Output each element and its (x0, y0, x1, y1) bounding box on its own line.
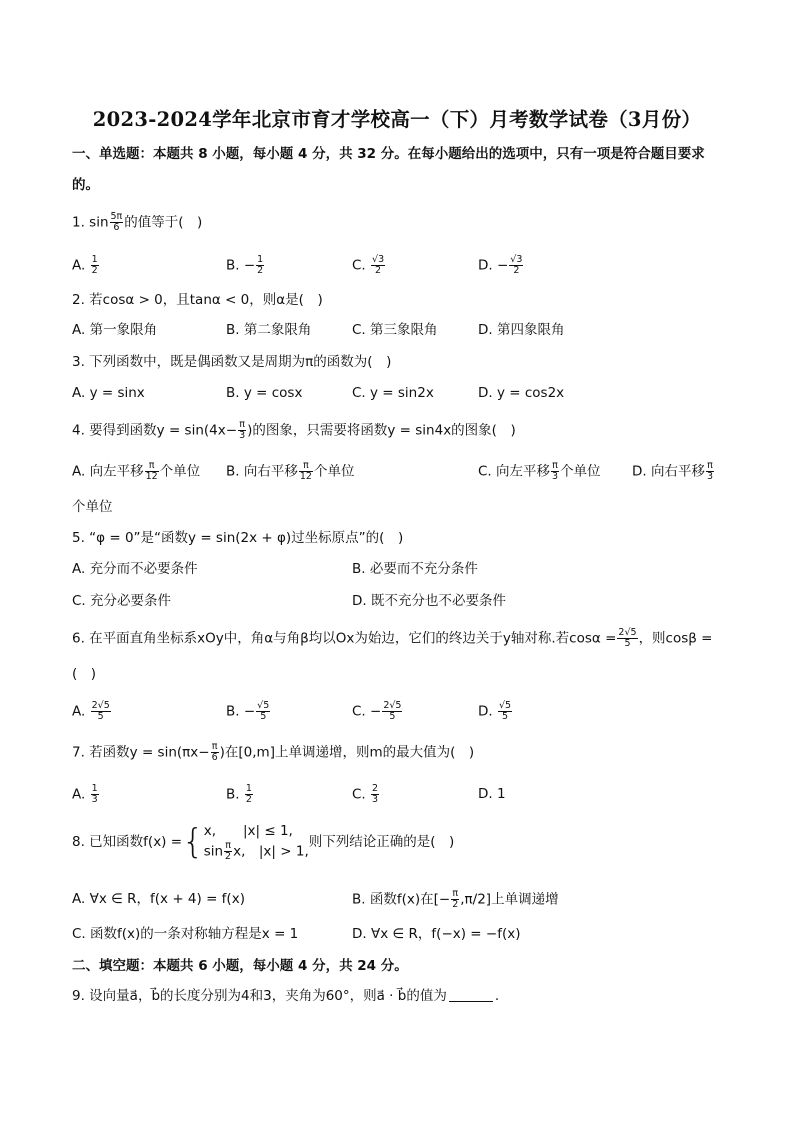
question-4: 4. 要得到函数y = sin(4x− $\frac{\pi}{3}$ )的图象，只需要将函数y = sin4x的图象( ) (72, 419, 516, 441)
section-fill-blank-header: 二、填空题：本题共 6 小题，每小题 4 分，共 24 分。 (72, 958, 408, 974)
piecewise-cases: x, |x| ≤ 1, sin $\frac{\pi}{2}$ x, |x| > 1, (203, 823, 309, 862)
q3-option-a[interactable]: A. y = sinx (72, 385, 145, 401)
q6-option-c[interactable]: C. − $\frac{2√5}{5}$ (352, 700, 402, 722)
q7-option-a[interactable]: A. $\frac{1}{3}$ (72, 783, 98, 805)
q1-option-a[interactable]: A. $\frac{1}{2}$ (72, 254, 98, 276)
question-6-cont: ( ) (72, 666, 97, 682)
q1-option-c[interactable]: C. $\frac{√3}{2}$ (352, 254, 385, 276)
q8-option-b[interactable]: B. 函数f(x)在[− $\frac{\pi}{2}$ ,π/2]上单调递增 (352, 888, 559, 910)
q5-option-d[interactable]: D. 既不充分也不必要条件 (352, 593, 506, 609)
exam-title: 2023-2024学年北京市育才学校高一（下）月考数学试卷（3月份） (92, 108, 702, 131)
question-2: 2. 若cosα > 0，且tanα < 0，则α是( ) (72, 292, 323, 308)
q4-option-d-cont: 个单位 (72, 499, 113, 515)
q6-option-d[interactable]: D. $\frac{√5}{5}$ (478, 700, 512, 722)
q3-option-d[interactable]: D. y = cos2x (478, 385, 565, 401)
q5-option-c[interactable]: C. 充分必要条件 (72, 593, 172, 609)
q2-option-c[interactable]: C. 第三象限角 (352, 322, 438, 338)
q4-option-a[interactable]: A. 向左平移 $\frac{\pi}{12}$ 个单位 (72, 460, 201, 482)
q6-option-a[interactable]: A. $\frac{2√5}{5}$ (72, 700, 110, 722)
piecewise-brace: { (182, 822, 204, 862)
fraction: $\frac{5\pi}{6}$ (110, 211, 123, 233)
question-9: 9. 设向量a⃗，b⃗的长度分别为4和3，夹角为60°，则a⃗ · b⃗的值为 . (72, 988, 500, 1004)
q4-option-c[interactable]: C. 向左平移 $\frac{\pi}{3}$ 个单位 (478, 460, 601, 482)
section-single-choice-header: 一、单选题：本题共 8 小题，每小题 4 分，共 32 分。在每小题给出的选项中，只有一项是符合题目要求 (72, 146, 705, 162)
question-6: 6. 在平面直角坐标系xOy中，角α与角β均以Ox为始边，它们的终边关于y轴对称.若cosα = $\frac{2√5}{5}$ ，则cosβ = (72, 627, 713, 649)
q4-option-b[interactable]: B. 向右平移 $\frac{\pi}{12}$ 个单位 (226, 460, 355, 482)
question-1: 1. sin $\frac{5\pi}{6}$ 的值等于( ) (72, 211, 203, 233)
q8-option-c[interactable]: C. 函数f(x)的一条对称轴方程是x = 1 (72, 926, 299, 942)
q6-option-b[interactable]: B. − $\frac{√5}{5}$ (226, 700, 270, 722)
q3-option-c[interactable]: C. y = sin2x (352, 385, 434, 401)
q7-option-b[interactable]: B. $\frac{1}{2}$ (226, 783, 252, 805)
q4-option-d[interactable]: D. 向右平移 $\frac{\pi}{3}$ (632, 460, 714, 482)
q5-option-a[interactable]: A. 充分而不必要条件 (72, 561, 198, 577)
q3-option-b[interactable]: B. y = cosx (226, 385, 303, 401)
question-8: 8. 已知函数f(x) = { x, |x| ≤ 1, sin $\frac{\pi}{2}$ x, |x| > 1, 则下列结论正确的是( ) (72, 822, 455, 862)
q2-option-a[interactable]: A. 第一象限角 (72, 322, 158, 338)
question-7: 7. 若函数y = sin(πx− $\frac{\pi}{6}$ )在[0,m]上单调递增，则m的最大值为( ) (72, 741, 475, 763)
q1-option-d[interactable]: D. − $\frac{√3}{2}$ (478, 254, 523, 276)
q5-option-b[interactable]: B. 必要而不充分条件 (352, 561, 478, 577)
q1-option-b[interactable]: B. − $\frac{1}{2}$ (226, 254, 264, 276)
q8-option-d[interactable]: D. ∀x ∈ R，f(−x) = −f(x) (352, 926, 521, 942)
q8-option-a[interactable]: A. ∀x ∈ R，f(x + 4) = f(x) (72, 891, 245, 907)
q2-option-d[interactable]: D. 第四象限角 (478, 322, 565, 338)
answer-blank[interactable] (449, 1001, 493, 1002)
question-3: 3. 下列函数中，既是偶函数又是周期为π的函数为( ) (72, 354, 392, 370)
q7-option-d[interactable]: D. 1 (478, 786, 506, 802)
q7-option-c[interactable]: C. $\frac{2}{3}$ (352, 783, 379, 805)
question-5: 5. “φ = 0”是“函数y = sin(2x + φ)过坐标原点”的( ) (72, 530, 404, 546)
section-single-choice-header-cont: 的。 (72, 177, 99, 193)
q2-option-b[interactable]: B. 第二象限角 (226, 322, 312, 338)
